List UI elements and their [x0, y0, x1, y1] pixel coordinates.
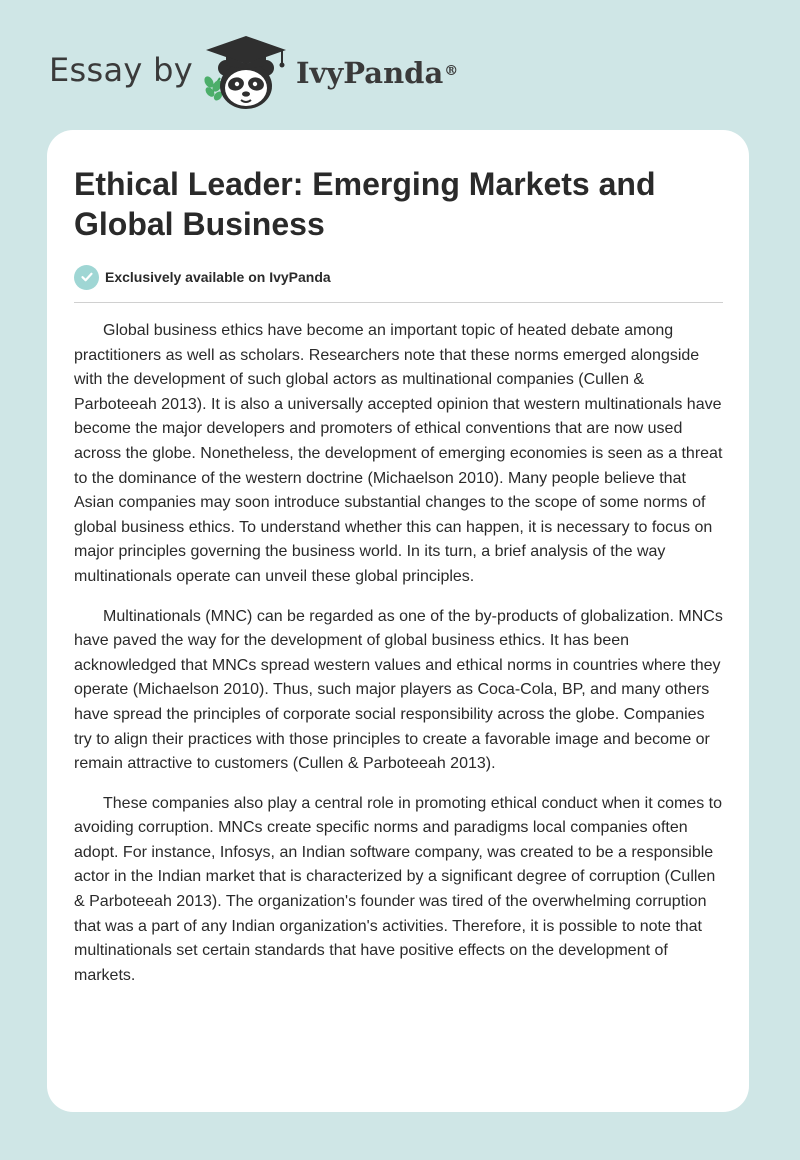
page-title: Ethical Leader: Emerging Markets and Global Business	[74, 166, 656, 242]
essay-by-label: Essay by	[49, 51, 193, 89]
paragraph: Multinationals (MNC) can be regarded as one of the by-products of globalization. MNCs have paved the way for the development of global business ethics. It has been acknowledged that MNCs spread western values and ethical norms in countries where they operate (Michaelson 2010). Thus, such major players as Coca-Cola, BP, and many others have spread the principles of corporate social responsibility across the globe. Companies try to align their practices with those principles to create a favorable image and become or remain attractive to customers (Cullen & Parboteeah 2013).	[74, 607, 723, 773]
essay-body	[74, 319, 726, 1003]
brand-name[interactable]	[296, 54, 458, 92]
panda-logo-icon[interactable]	[198, 34, 294, 114]
essay-card	[47, 130, 749, 1112]
paragraph: Global business ethics have become an important topic of heated debate among practitioners as well as scholars. Researchers note that these norms emerged alongside with the development of such global actors as multinational companies (Cullen & Parboteeah 2013). It is also a universally accepted opinion that western multinationals have become the major developers and promoters of ethical conventions that are now used across the globe. Nonetheless, the development of emerging economies is seen as a threat to the dominance of the western doctrine (Michaelson 2010). Many people believe that Asian companies may soon introduce substantial changes to the scope of some norms of global business ethics. To understand whether this can happen, it is necessary to focus on major principles governing the business world. In its turn, a brief analysis of the way multinationals operate can unveil these global principles.	[74, 322, 723, 585]
title-divider	[74, 302, 723, 303]
exclusive-badge-label: Exclusively available on IvyPanda	[105, 269, 331, 285]
brand-name-text: IvyPanda	[296, 56, 444, 90]
paragraph: These companies also play a central role in promoting ethical conduct when it comes to avoiding corruption. MNCs create specific norms and paradigms local companies often adopt. For instance, Infosys, an Indian software company, was created to be a responsible actor in the Indian market that is characterized by a significant degree of corruption (Cullen & Parboteeah 2013). The organization's founder was tired of the overwhelming corruption that was a part of any Indian organization's activities. Therefore, it is possible to note that multinationals set certain standards that have positive effects on the development of markets.	[74, 794, 722, 984]
site-header	[0, 0, 800, 120]
registered-mark: ®	[444, 63, 459, 79]
check-icon	[74, 265, 99, 290]
exclusive-badge	[74, 264, 331, 290]
